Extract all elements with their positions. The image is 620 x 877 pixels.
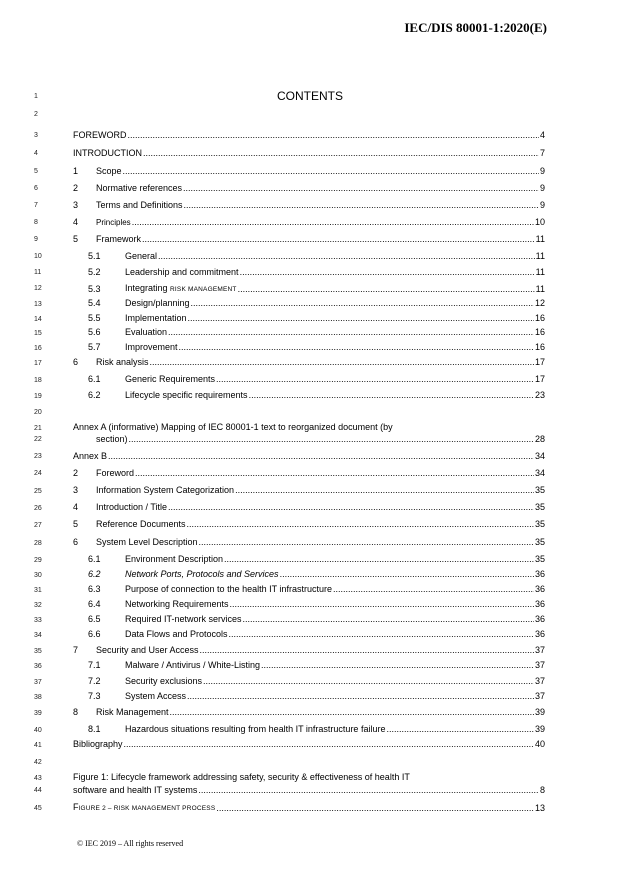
line-number: 2 [34,111,38,118]
toc-entry-title [73,802,215,814]
leader-dots [198,785,539,796]
toc-entry-scope[interactable] [73,166,545,177]
toc-page-number: 16 [534,313,545,323]
toc-entry-foreword[interactable] [73,130,545,141]
toc-entry-title: Data Flows and Protocols [125,629,228,639]
toc-page-number: 37 [534,660,545,670]
toc-entry-general[interactable] [88,251,545,262]
leader-dots [150,357,534,368]
toc-section-number: 6.2 [88,390,101,400]
line-number: 43 [34,775,42,782]
toc-entry-title: software and health IT systems [73,785,198,795]
leader-dots [261,660,534,671]
toc-entry-title: Hazardous situations resulting from health IT infrastructure failure [125,724,386,734]
line-number: 8 [34,219,38,226]
toc-entry-b-security[interactable] [73,645,545,656]
toc-entry-b-system-access[interactable] [88,691,545,702]
toc-page-number: 11 [535,251,545,261]
toc-entry-title-part: F [73,802,79,812]
toc-section-number: 6.1 [88,554,101,564]
toc-page-number: 37 [534,691,545,701]
toc-page-number: 9 [539,200,545,210]
toc-entry-title: Implementation [125,313,187,323]
line-number: 5 [34,168,38,175]
toc-page-number: 34 [534,468,545,478]
toc-entry-bibliography[interactable] [73,739,545,750]
toc-entry-evaluation[interactable] [88,327,545,338]
toc-section-number: 5 [73,519,79,529]
line-number: 35 [34,648,42,655]
toc-section-number: 6.6 [88,629,101,639]
leader-dots [128,130,539,141]
toc-section-number: 6.4 [88,599,101,609]
toc-section-number: 8.1 [88,724,101,734]
leader-dots [135,468,534,479]
toc-page-number: 16 [534,342,545,352]
line-number: 21 [34,425,42,432]
toc-page-number: 23 [534,390,545,400]
toc-section-number: 6 [73,357,79,367]
line-number: 19 [34,393,42,400]
toc-entry-b-security-exclusions[interactable] [88,676,545,687]
toc-page-number: 4 [539,130,545,140]
toc-section-number: 2 [73,183,79,193]
leader-dots [229,629,534,640]
toc-entry-figure-1-line1[interactable]: Figure 1: Lifecycle framework addressing safety, security & effectiveness of health IT [73,772,410,782]
toc-entry-design-planning[interactable] [88,298,545,309]
toc-entry-b-risk-management[interactable] [73,707,545,718]
toc-section-number: 8 [73,707,79,717]
line-number: 41 [34,742,42,749]
toc-entry-figure-1[interactable] [73,785,545,796]
toc-page-number: 17 [534,374,545,384]
toc-page-number: 37 [534,676,545,686]
toc-entry-title-smallcaps: RISK MANAGEMENT [170,286,237,293]
toc-entry-introduction[interactable] [73,148,545,159]
line-number: 28 [34,540,42,547]
leader-dots [183,183,539,194]
toc-entry-b-system-description[interactable] [73,537,545,548]
leader-dots [168,502,534,513]
toc-entry-title: Environment Description [125,554,224,564]
line-number: 15 [34,330,42,337]
leader-dots [240,267,535,278]
line-number: 31 [34,587,42,594]
line-number: 14 [34,316,42,323]
toc-section-number: 5.5 [88,313,101,323]
toc-entry-title: Networking Requirements [125,599,229,609]
toc-section-number: 5.7 [88,342,101,352]
toc-page-number: 35 [534,485,545,495]
toc-entry-b-network-ports[interactable] [88,569,545,580]
toc-entry-title: Lifecycle specific requirements [125,390,248,400]
toc-entry-improvement[interactable] [88,342,545,353]
toc-section-number: 7 [73,645,79,655]
line-number: 22 [34,436,42,443]
toc-entry-b-purpose[interactable] [88,584,545,595]
leader-dots [187,691,534,702]
toc-entry-b-foreword[interactable] [73,468,545,479]
toc-section-number: 5.2 [88,267,101,277]
toc-entry-title: Foreword [96,468,135,478]
line-number: 11 [34,269,42,276]
line-number: 39 [34,710,42,717]
toc-entry-title-part: Integrating [125,283,171,293]
leader-dots [238,284,535,295]
line-number: 40 [34,727,42,734]
line-number: 32 [34,602,42,609]
toc-entry-lifecycle-requirements[interactable] [88,390,545,401]
toc-section-number: 6.3 [88,584,101,594]
toc-entry-title [125,283,237,295]
leader-dots [191,298,534,309]
leader-dots [216,803,534,814]
toc-entry-title: Evaluation [125,327,168,337]
toc-page-number: 34 [534,451,545,461]
toc-entry-title: Introduction / Title [96,502,168,512]
toc-page-number: 36 [534,614,545,624]
line-number: 17 [34,360,42,367]
toc-entry-title: Improvement [125,342,178,352]
line-number: 3 [34,132,38,139]
toc-entry-title: Normative references [96,183,183,193]
toc-entry-title: Design/planning [125,298,190,308]
toc-page-number: 39 [534,724,545,734]
toc-section-number: 7.3 [88,691,101,701]
toc-entry-title: Annex B [73,451,108,461]
line-number: 6 [34,185,38,192]
toc-entry-title: Scope [96,166,122,176]
leader-dots [158,251,535,262]
leader-dots [224,554,534,565]
line-number: 10 [34,253,42,260]
toc-entry-title: section) [96,434,128,444]
leader-dots [333,584,534,595]
doc-id-header: IEC/DIS 80001-1:2020(E) [404,20,547,35]
toc-page-number: 9 [539,183,545,193]
toc-section-number: 5.1 [88,251,101,261]
toc-page-number: 7 [539,148,545,158]
toc-entry-principles[interactable] [73,217,545,228]
leader-dots [184,200,539,211]
toc-entry-b-data-flows[interactable] [88,629,545,640]
toc-section-number: 4 [73,502,79,512]
toc-page-number: 28 [534,434,545,444]
toc-entry-title: Network Ports, Protocols and Services [125,569,279,579]
line-number: 45 [34,805,42,812]
toc-entry-title: Malware / Antivirus / White-Listing [125,660,261,670]
line-number: 13 [34,301,42,308]
leader-dots [280,569,534,580]
line-number: 4 [34,150,38,157]
toc-entry-b-hazardous-situations[interactable] [88,724,545,735]
line-number: 42 [34,759,42,766]
toc-page-number: 9 [539,166,545,176]
toc-page-number: 36 [534,599,545,609]
toc-section-number: 6.1 [88,374,101,384]
toc-page-number: 36 [534,584,545,594]
toc-entry-figure-2[interactable] [73,802,545,814]
toc-entry-title: INTRODUCTION [73,148,142,158]
leader-dots [187,519,534,530]
line-number: 7 [34,202,38,209]
toc-page-number: 11 [535,234,545,244]
toc-entry-b-reference-documents[interactable] [73,519,545,530]
toc-entry-title: System Access [125,691,187,701]
toc-entry-title: Security and User Access [96,645,199,655]
toc-page-number: 35 [534,554,545,564]
toc-page-number: 36 [534,629,545,639]
line-number: 29 [34,557,42,564]
toc-entry-title: Framework [96,234,142,244]
toc-entry-integrating-risk-management[interactable] [88,283,545,295]
toc-entry-title: Information System Categorization [96,485,235,495]
toc-entry-risk-analysis[interactable] [73,357,545,368]
toc-entry-b-networking-requirements[interactable] [88,599,545,610]
leader-dots [129,434,534,445]
toc-entry-framework[interactable] [73,234,545,245]
toc-page-number: 35 [534,519,545,529]
line-number: 18 [34,377,42,384]
toc-page-number: 35 [534,537,545,547]
toc-section-number: 5.6 [88,327,101,337]
toc-entry-generic-requirements[interactable] [88,374,545,385]
toc-page-number: 37 [534,645,545,655]
page-title: CONTENTS [277,89,343,103]
line-number: 27 [34,522,42,529]
toc-entry-leadership[interactable] [88,267,545,278]
toc-page-number: 12 [534,298,545,308]
toc-section-number: 7.2 [88,676,101,686]
toc-entry-title: System Level Description [96,537,198,547]
toc-entry-b-network-services[interactable] [88,614,545,625]
toc-entry-annex-a-line1[interactable]: Annex A (informative) Mapping of IEC 80001-1 text to reorganized document (by [73,422,393,432]
line-number: 20 [34,409,42,416]
toc-entry-title: Reference Documents [96,519,186,529]
toc-entry-title: Risk analysis [96,357,149,367]
toc-section-number: 1 [73,166,79,176]
leader-dots [203,676,534,687]
toc-entry-title: Required IT-network services [125,614,242,624]
leader-dots [199,537,534,548]
toc-section-number: 4 [73,217,79,227]
leader-dots [243,614,534,625]
leader-dots [108,451,534,462]
line-number: 36 [34,663,42,670]
toc-entry-title: Terms and Definitions [96,200,183,210]
toc-entry-annex-a[interactable] [96,434,545,445]
line-number: 25 [34,488,42,495]
toc-section-number: 5 [73,234,79,244]
toc-entry-title: Generic Requirements [125,374,216,384]
toc-page-number: 11 [535,284,545,294]
toc-section-number: 5.3 [88,284,101,294]
leader-dots [200,645,534,656]
toc-entry-b-introduction[interactable] [73,502,545,513]
toc-entry-b-environment[interactable] [88,554,545,565]
leader-dots [168,327,534,338]
toc-entry-title: Security exclusions [125,676,203,686]
line-number: 34 [34,632,42,639]
toc-section-number: 7.1 [88,660,101,670]
line-number: 9 [34,236,38,243]
toc-page-number: 40 [534,739,545,749]
toc-entry-title: Purpose of connection to the health IT infrastructure [125,584,332,594]
line-number: 26 [34,505,42,512]
leader-dots [386,724,534,735]
toc-section-number: 6.2 [88,569,101,579]
toc-page-number: 36 [534,569,545,579]
toc-entry-terms-and-definitions[interactable] [73,200,545,211]
toc-entry-title: Leadership and commitment [125,267,239,277]
toc-entry-normative-references[interactable] [73,183,545,194]
toc-section-number: 2 [73,468,79,478]
toc-section-number: 5.4 [88,298,101,308]
toc-entry-title: Bibliography [73,739,123,749]
line-number: 1 [34,93,38,100]
leader-dots [142,234,535,245]
toc-entry-title: Principles [96,218,131,227]
toc-page-number: 35 [534,502,545,512]
line-number: 23 [34,453,42,460]
leader-dots [249,390,534,401]
line-number: 33 [34,617,42,624]
leader-dots [123,166,539,177]
toc-entry-b-categorization[interactable] [73,485,545,496]
toc-section-number: 3 [73,485,79,495]
leader-dots [230,599,534,610]
toc-entry-title-smallcaps: IGURE 2 – RISK MANAGEMENT PROCESS [78,805,216,812]
line-number: 12 [34,285,42,292]
toc-section-number: 6.5 [88,614,101,624]
toc-page-number: 39 [534,707,545,717]
toc-entry-b-malware[interactable] [88,660,545,671]
line-number: 44 [34,787,42,794]
leader-dots [188,313,534,324]
leader-dots [143,148,539,159]
toc-page-number: 10 [534,217,545,227]
line-number: 16 [34,345,42,352]
toc-section-number: 3 [73,200,79,210]
toc-entry-title: General [125,251,158,261]
toc-page-number: 17 [534,357,545,367]
line-number: 38 [34,694,42,701]
leader-dots [179,342,534,353]
line-number: 30 [34,572,42,579]
toc-page-number: 13 [534,803,545,813]
leader-dots [216,374,534,385]
line-number: 24 [34,470,42,477]
copyright-footer: © IEC 2019 – All rights reserved [77,839,184,848]
leader-dots [124,739,534,750]
toc-page-number: 16 [534,327,545,337]
toc-entry-annex-b[interactable] [73,451,545,462]
toc-entry-title: FOREWORD [73,130,127,140]
toc-page-number: 11 [535,267,545,277]
toc-entry-implementation[interactable] [88,313,545,324]
toc-entry-title: Risk Management [96,707,169,717]
leader-dots [235,485,534,496]
leader-dots [132,217,534,228]
leader-dots [170,707,534,718]
toc-page-number: 8 [539,785,545,795]
line-number: 37 [34,679,42,686]
toc-section-number: 6 [73,537,79,547]
